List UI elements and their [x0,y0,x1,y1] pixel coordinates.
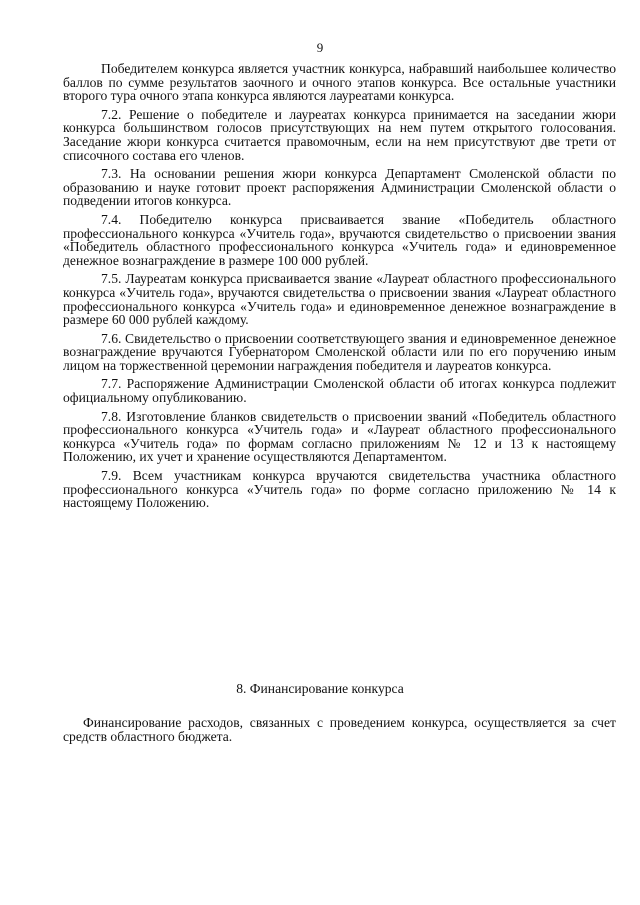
paragraph-7-8: 7.8. Изготовление бланков свидетельств о присвоении званий «Победитель областного профессионального конкурса «Учитель года» и «Лауреат областного профессионального конкурса «Учитель года» по формам согласно приложениям № 12 и 13 к настоящему Положению, их учет и хранение осуществляются Департаментом. [63,408,616,465]
paragraph-7-7: 7.7. Распоряжение Администрации Смоленской области об итогах конкурса подлежит официальному опубликованию. [63,376,616,406]
section-7-body [63,62,616,513]
paragraph-7-2: 7.2. Решение о победителе и лауреатах конкурса принимается на заседании жюри конкурса большинством голосов присутствующих на нем путем открытого голосования. Заседание жюри конкурса считается правомочным, если на нем присутствуют две трети от списочного состава его членов. [63,106,616,163]
page-number: 9 [316,40,324,55]
paragraph-7-4: 7.4. Победителю конкурса присваивается звание «Победитель областного профессионального конкурса «Учитель года», вручаются свидетельство о присвоении звания «Победитель областного профессионального конкурса «Учитель года» и единовременное денежное вознаграждение в размере 100 000 рублей. [63,211,616,268]
paragraph-7-9: 7.9. Всем участникам конкурса вручаются свидетельства участника областного профессионального конкурса «Учитель года» по форме согласно приложению № 14 к настоящему Положению. [63,468,616,511]
paragraph-7-3: 7.3. На основании решения жюри конкурса Департамент Смоленской области по образованию и науке готовит проект распоряжения Администрации Смоленской области о подведении итогов конкурса. [63,166,616,209]
paragraph-winner-definition: Победителем конкурса является участник конкурса, набравший наибольшее количество баллов по сумме результатов заочного и очного этапов конкурса. Все остальные участники второго тура очного этапа конкурса являются лауреатами конкурса. [63,61,616,104]
paragraph-financing: Финансирование расходов, связанных с проведением конкурса, осуществляется за счет средств областного бюджета. [63,715,616,744]
paragraph-7-6: 7.6. Свидетельство о присвоении соответствующего звания и единовременное денежное вознаграждение вручаются Губернатором Смоленской области или по его поручению иным лицом на торжественной церемонии награждения победителя и лауреатов конкурса. [63,330,616,373]
section-8-heading: 8. Финансирование конкурса [236,681,404,696]
paragraph-7-5: 7.5. Лауреатам конкурса присваивается звание «Лауреат областного профессионального конкурса «Учитель года», вручаются свидетельства о присвоении звания «Лауреат областного профессионального конкурса «Учитель года» и единовременное денежное вознаграждение в размере 60 000 рублей каждому. [63,271,616,328]
